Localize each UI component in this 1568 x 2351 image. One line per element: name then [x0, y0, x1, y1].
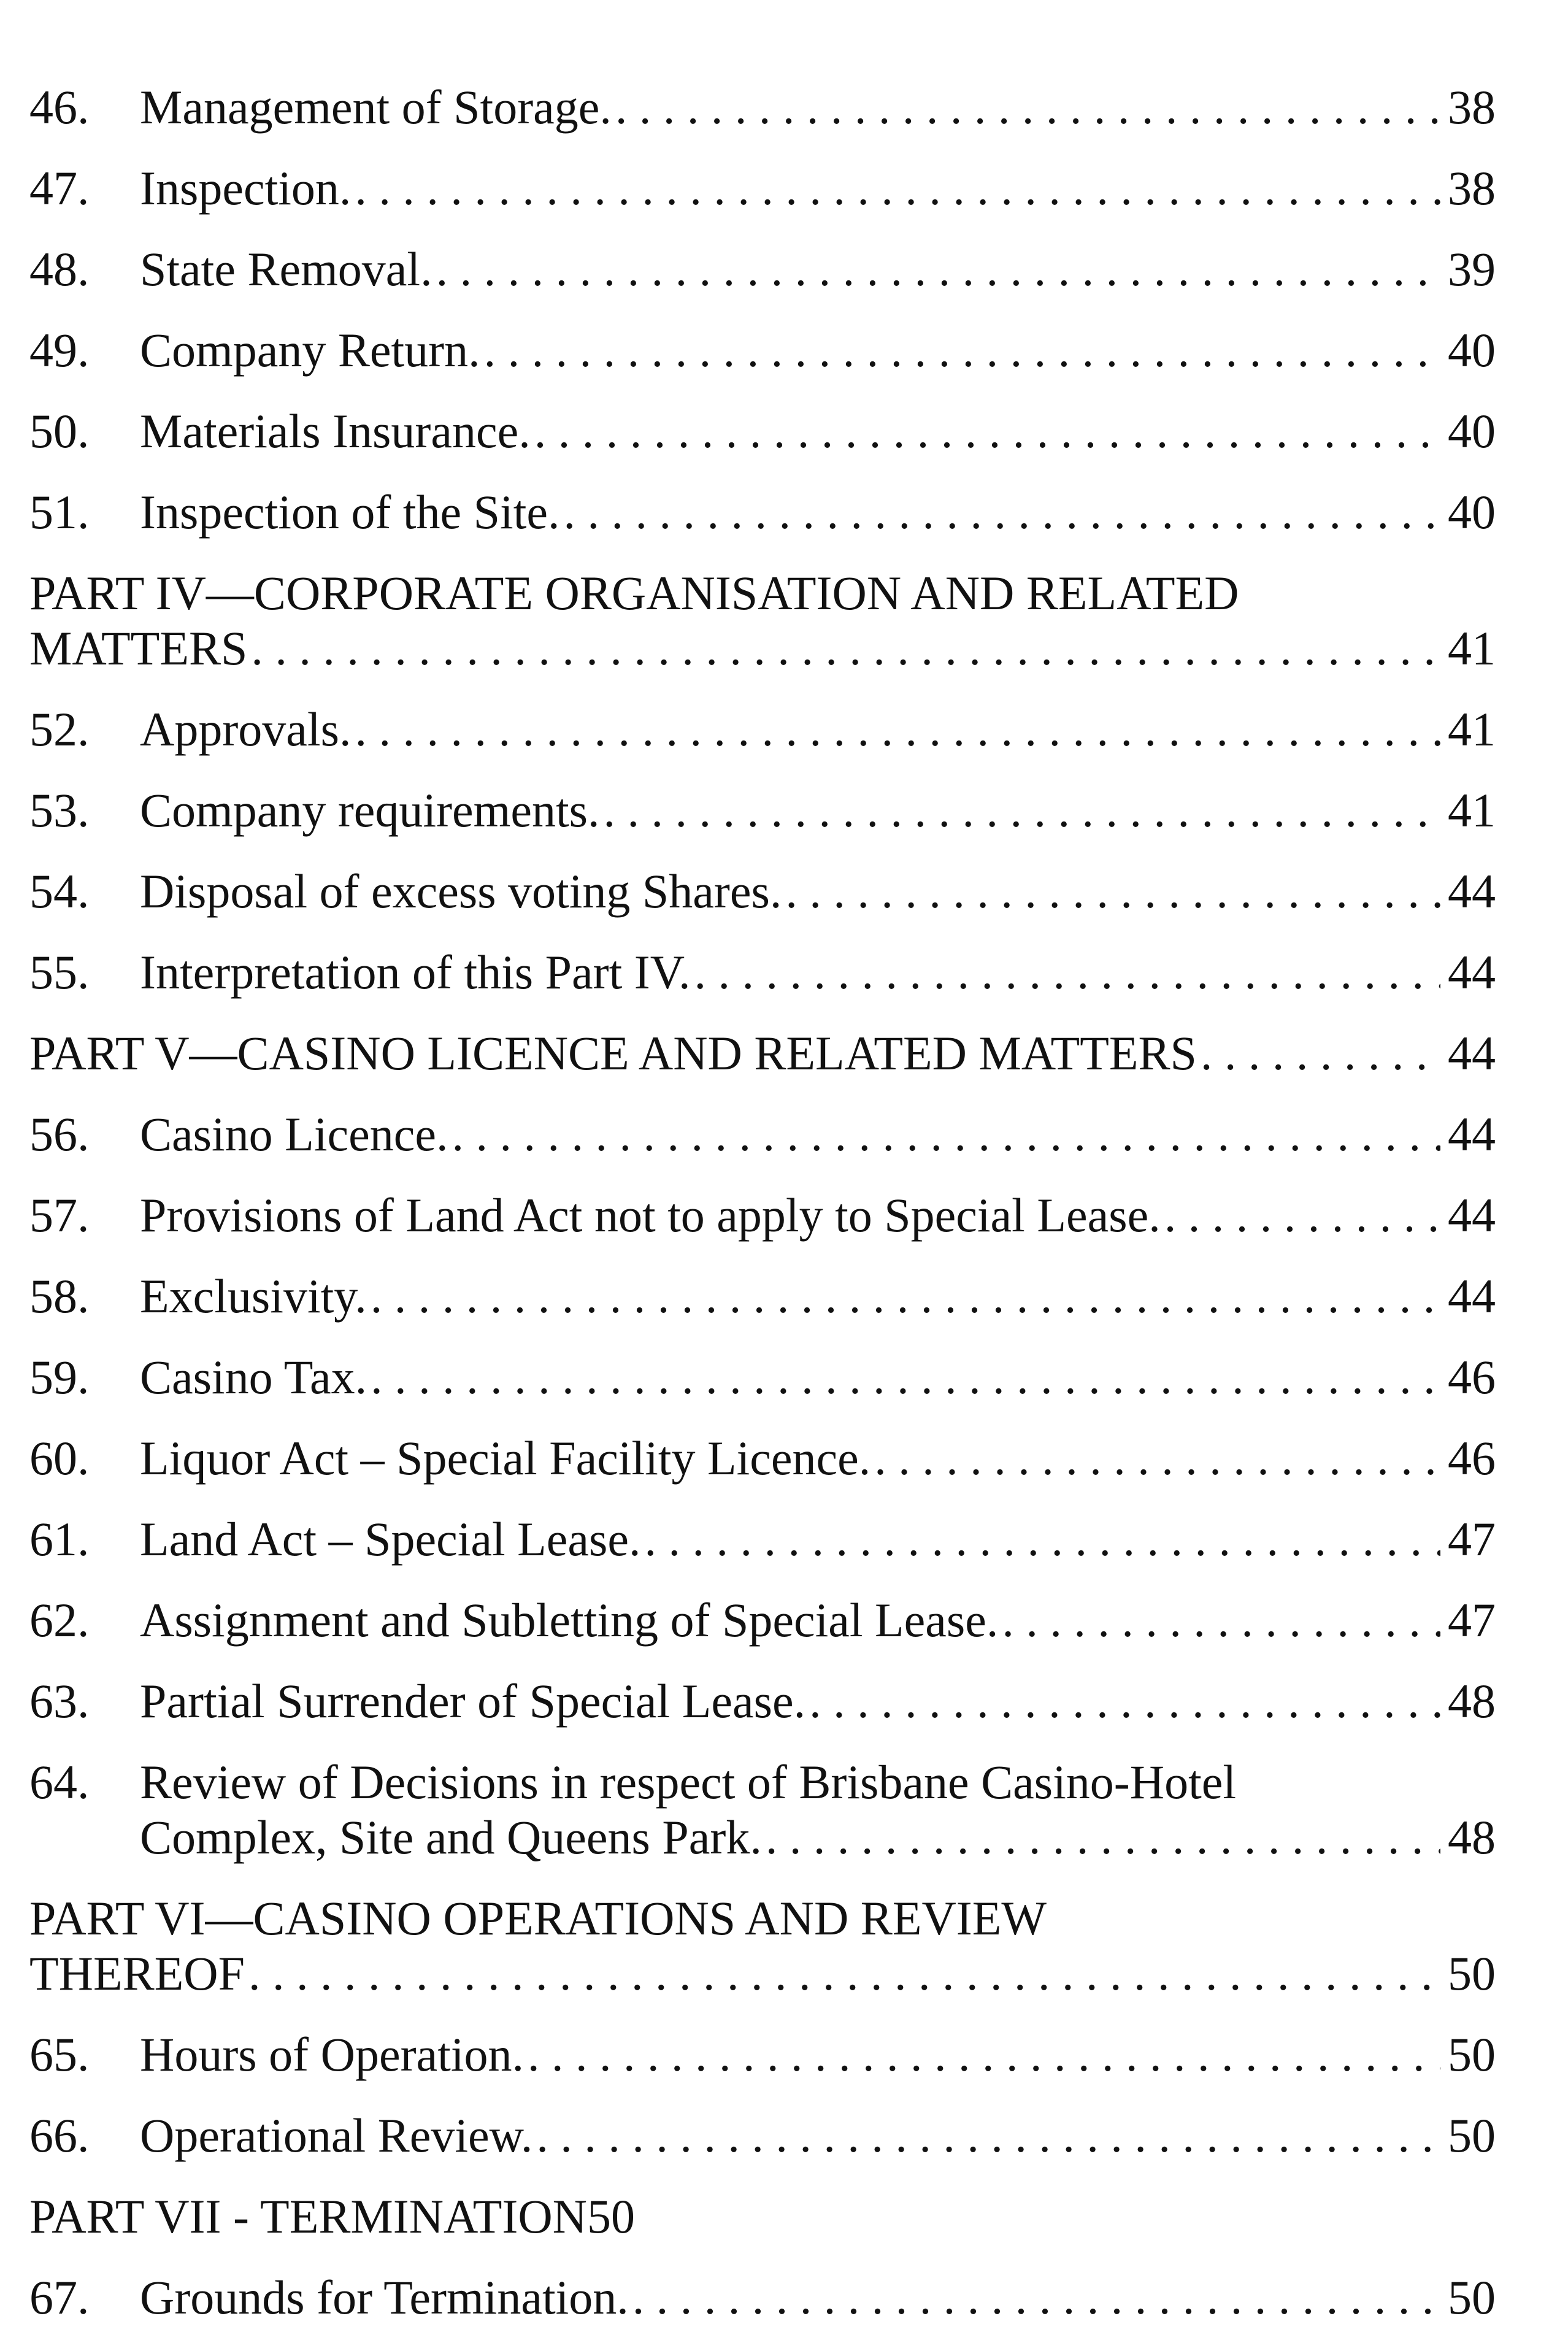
toc-entry-page: 47 [1448, 1512, 1496, 1566]
toc-entry-number: 63. [29, 1674, 90, 1728]
toc-entry-title: Casino Tax. [140, 1350, 367, 1404]
toc-entry-title: Operational Review. [140, 2109, 533, 2162]
toc-entry-title: Management of Storage. [140, 80, 612, 134]
toc-entry-title: Inspection of the Site. [140, 485, 560, 539]
toc-entry-51 [29, 485, 1496, 540]
toc-entry-number: 55. [29, 945, 90, 999]
toc-entry-60 [29, 1431, 1496, 1486]
toc-entry-number: 50. [29, 404, 90, 458]
toc-part-vi [29, 1891, 1496, 2001]
toc-entry-number: 64. [29, 1755, 90, 1809]
toc-entry-61 [29, 1512, 1496, 1567]
toc-entry-page: 46 [1448, 1431, 1496, 1485]
toc-entry-title: Hours of Operation. [140, 2028, 525, 2081]
toc-entry-67 [29, 2270, 1496, 2325]
toc-entry-number: 65. [29, 2028, 90, 2081]
toc-entry-58 [29, 1269, 1496, 1324]
dot-leader [870, 1431, 1440, 1486]
toc-part-iv [29, 566, 1496, 676]
dot-leader [782, 864, 1440, 919]
toc-entry-page: 44 [1448, 864, 1496, 918]
toc-entry-page: 38 [1448, 80, 1496, 134]
toc-entry-49 [29, 323, 1496, 378]
toc-entry-number: 54. [29, 864, 90, 918]
toc-entry-number: 57. [29, 1188, 90, 1242]
toc-entry-page: 41 [1448, 702, 1496, 756]
dot-leader [367, 1269, 1440, 1324]
toc-entry-title: Liquor Act – Special Facility Licence. [140, 1431, 871, 1485]
toc-entry-number: 58. [29, 1269, 90, 1323]
toc-entry-page: 50 [1448, 2109, 1496, 2162]
toc-entry-48 [29, 242, 1496, 297]
toc-entry-53 [29, 783, 1496, 838]
dot-leader [629, 2270, 1440, 2325]
dot-leader [600, 783, 1441, 838]
dot-leader [367, 1350, 1440, 1405]
dot-leader [1161, 1188, 1440, 1243]
toc-entry-65 [29, 2027, 1496, 2082]
toc-entry-number: 62. [29, 1593, 90, 1647]
dot-leader [641, 1512, 1440, 1567]
toc-entry-page: 40 [1448, 404, 1496, 458]
toc-part-vii [29, 2189, 1496, 2244]
part-heading-line: THEREOF [29, 1947, 245, 2000]
toc-entry-title: Provisions of Land Act not to apply to Special Lease. [140, 1188, 1161, 1242]
toc-entry-title: Approvals. [140, 702, 352, 756]
dot-leader [480, 323, 1440, 378]
toc-entry-page: 50 [1448, 2028, 1496, 2081]
dot-leader [612, 80, 1440, 135]
dot-leader [1197, 1026, 1440, 1081]
toc-entry-57 [29, 1188, 1496, 1243]
dot-leader [998, 1593, 1440, 1648]
toc-entry-number: 46. [29, 80, 90, 134]
part-heading-line: PART V—CASINO LICENCE AND RELATED MATTERS [29, 1026, 1197, 1080]
toc-entry-page: 41 [1448, 783, 1496, 837]
toc-entry-63 [29, 1674, 1496, 1729]
toc-entry-number: 59. [29, 1350, 90, 1404]
dot-leader [448, 1107, 1440, 1162]
dot-leader [532, 2108, 1440, 2163]
toc-entry-page: 46 [1448, 1350, 1496, 1404]
dot-leader [351, 161, 1440, 216]
part-heading-line: PART VII - TERMINATION50 [29, 2190, 635, 2243]
toc-entry-page: 44 [1448, 1269, 1496, 1323]
toc-entry-title: Inspection. [140, 161, 352, 215]
toc-entry-page: 44 [1448, 1188, 1496, 1242]
toc-entry-title: State Removal. [140, 242, 432, 296]
part-heading-line: MATTERS [29, 621, 248, 675]
toc-entry-47 [29, 161, 1496, 216]
dot-leader [691, 945, 1440, 1000]
toc-entry-title: Exclusivity. [140, 1269, 367, 1323]
toc-entry-title: Assignment and Subletting of Special Lease. [140, 1593, 999, 1647]
toc-entry-66 [29, 2108, 1496, 2163]
toc-entry-title-continued: Complex, Site and Queens Park. [140, 1810, 762, 1864]
toc-entry-page: 47 [1448, 1593, 1496, 1647]
toc-entry-page: 48 [1448, 1674, 1496, 1728]
toc-entry-page: 50 [1448, 1947, 1496, 2000]
toc-entry-page: 39 [1448, 242, 1496, 296]
toc-entry-54 [29, 864, 1496, 919]
toc-entry-number: 67. [29, 2271, 90, 2324]
toc-entry-title: Disposal of excess voting Shares. [140, 864, 782, 918]
toc-entry-title: Company requirements. [140, 783, 600, 837]
toc-entry-55 [29, 945, 1496, 1000]
dot-leader [531, 404, 1440, 459]
toc-entry-page: 50 [1448, 2271, 1496, 2324]
toc-entry-title: Materials Insurance. [140, 404, 531, 458]
toc-entry-52 [29, 702, 1496, 757]
toc-entry-64 [29, 1755, 1496, 1865]
toc-entry-62 [29, 1593, 1496, 1648]
dot-leader [432, 242, 1440, 297]
toc-entry-page: 38 [1448, 161, 1496, 215]
toc-entry-page: 40 [1448, 323, 1496, 377]
part-heading-line: PART IV—CORPORATE ORGANISATION AND RELATED [29, 566, 1239, 620]
toc-entry-page: 41 [1448, 621, 1496, 675]
toc-entry-page: 44 [1448, 1107, 1496, 1161]
dot-leader [805, 1674, 1440, 1729]
toc-entry-title: Partial Surrender of Special Lease. [140, 1674, 806, 1728]
table-of-contents [29, 80, 1496, 2351]
toc-entry-number: 53. [29, 783, 90, 837]
toc-entry-56 [29, 1107, 1496, 1162]
toc-entry-number: 47. [29, 161, 90, 215]
toc-entry-46 [29, 80, 1496, 135]
toc-entry-number: 60. [29, 1431, 90, 1485]
toc-entry-number: 56. [29, 1107, 90, 1161]
toc-entry-59 [29, 1350, 1496, 1405]
dot-leader [524, 2027, 1440, 2082]
toc-entry-title: Land Act – Special Lease. [140, 1512, 641, 1566]
dot-leader [247, 621, 1440, 676]
toc-entry-number: 48. [29, 242, 90, 296]
dot-leader [245, 1946, 1440, 2001]
toc-entry-page: 44 [1448, 945, 1496, 999]
toc-entry-page: 44 [1448, 1026, 1496, 1080]
dot-leader [762, 1810, 1440, 1865]
toc-entry-page: 48 [1448, 1810, 1496, 1864]
toc-entry-50 [29, 404, 1496, 459]
toc-entry-title: Company Return. [140, 323, 480, 377]
toc-entry-title: Review of Decisions in respect of Brisbane Casino-Hotel [140, 1755, 1237, 1809]
toc-entry-number: 49. [29, 323, 90, 377]
toc-entry-title: Casino Licence. [140, 1107, 448, 1161]
toc-entry-number: 61. [29, 1512, 90, 1566]
part-heading-line: PART VI—CASINO OPERATIONS AND REVIEW [29, 1891, 1047, 1945]
toc-entry-number: 66. [29, 2109, 90, 2162]
toc-entry-title: Interpretation of this Part IV. [140, 945, 691, 999]
toc-entry-number: 52. [29, 702, 90, 756]
toc-part-v [29, 1026, 1496, 1081]
dot-leader [560, 485, 1440, 540]
dot-leader [351, 702, 1440, 757]
toc-entry-title: Grounds for Termination. [140, 2271, 629, 2324]
toc-entry-page: 40 [1448, 485, 1496, 539]
toc-entry-number: 51. [29, 485, 90, 539]
